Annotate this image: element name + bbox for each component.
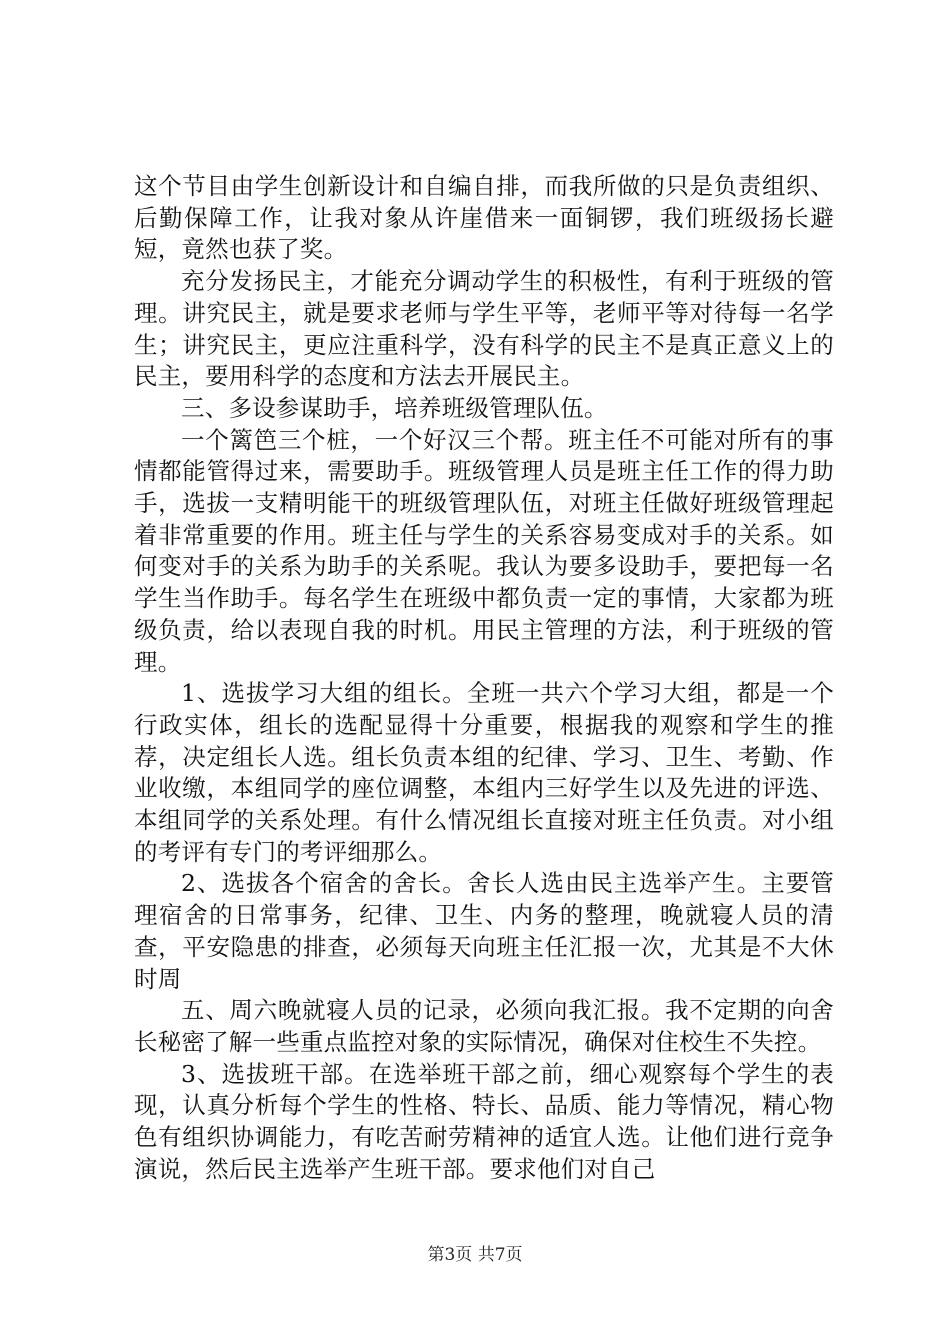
paragraph-6: 2、选拔各个宿舍的舍长。舍长人选由民主选举产生。主要管理宿舍的日常事务，纪律、卫生、内务的整理，晚就寝人员的清查，平安隐患的排查，必须每天向班主任汇报一次，尤其是不大休时周: [134, 869, 834, 993]
section-heading-3: 三、多设参谋助手，培养班级管理队伍。: [181, 393, 608, 422]
paragraph-5: 1、选拔学习大组的组长。全班一共六个学习大组，都是一个行政实体，组长的选配显得十分重要，根据我的观察和学生的推荐，决定组长人选。组长负责本组的纪律、学习、卫生、考勤、作业收缴，本组同学的座位调整，本组内三好学生以及先进的评选、本组同学的关系处理。有什么情况组长直接对班主任负责。对小组的考评有专门的考评细那么。: [134, 679, 834, 866]
document-body: [134, 171, 834, 1186]
paragraph-4: 一个篱笆三个桩，一个好汉三个帮。班主任不可能对所有的事情都能管得过来，需要助手。班级管理人员是班主任工作的得力助手，选拔一支精明能干的班级管理队伍，对班主任做好班级管理起着非常重要的作用。班主任与学生的关系容易变成对手的关系。如何变对手的关系为助手的关系呢。我认为要多设助手，要把每一名学生当作助手。每名学生在班级中都负责一定的事情，大家都为班级负责，给以表现自我的时机。用民主管理的方法，利于班级的管理。: [134, 425, 834, 676]
paragraph-8: 3、选拔班干部。在选举班干部之前，细心观察每个学生的表现，认真分析每个学生的性格、特长、品质、能力等情况，精心物色有组织协调能力，有吃苦耐劳精神的适宜人选。让他们进行竞争演说，然后民主选举产生班干部。要求他们对自己: [134, 1059, 834, 1183]
paragraph-1: 这个节目由学生创新设计和自编自排，而我所做的只是负责组织、后勤保障工作，让我对象从许崖借来一面铜锣，我们班级扬长避短，竟然也获了奖。: [134, 172, 834, 264]
paragraph-7: 五、周六晚就寝人员的记录，必须向我汇报。我不定期的向舍长秘密了解一些重点监控对象的实际情况，确保对住校生不失控。: [134, 996, 834, 1056]
page-footer: 第3页 共7页: [427, 1245, 523, 1265]
paragraph-2: 充分发扬民主，才能充分调动学生的积极性，有利于班级的管理。讲究民主，就是要求老师与学生平等，老师平等对待每一名学生；讲究民主，更应注重科学，没有科学的民主不是真正意义上的民主，要用科学的态度和方法去开展民主。: [134, 267, 834, 391]
